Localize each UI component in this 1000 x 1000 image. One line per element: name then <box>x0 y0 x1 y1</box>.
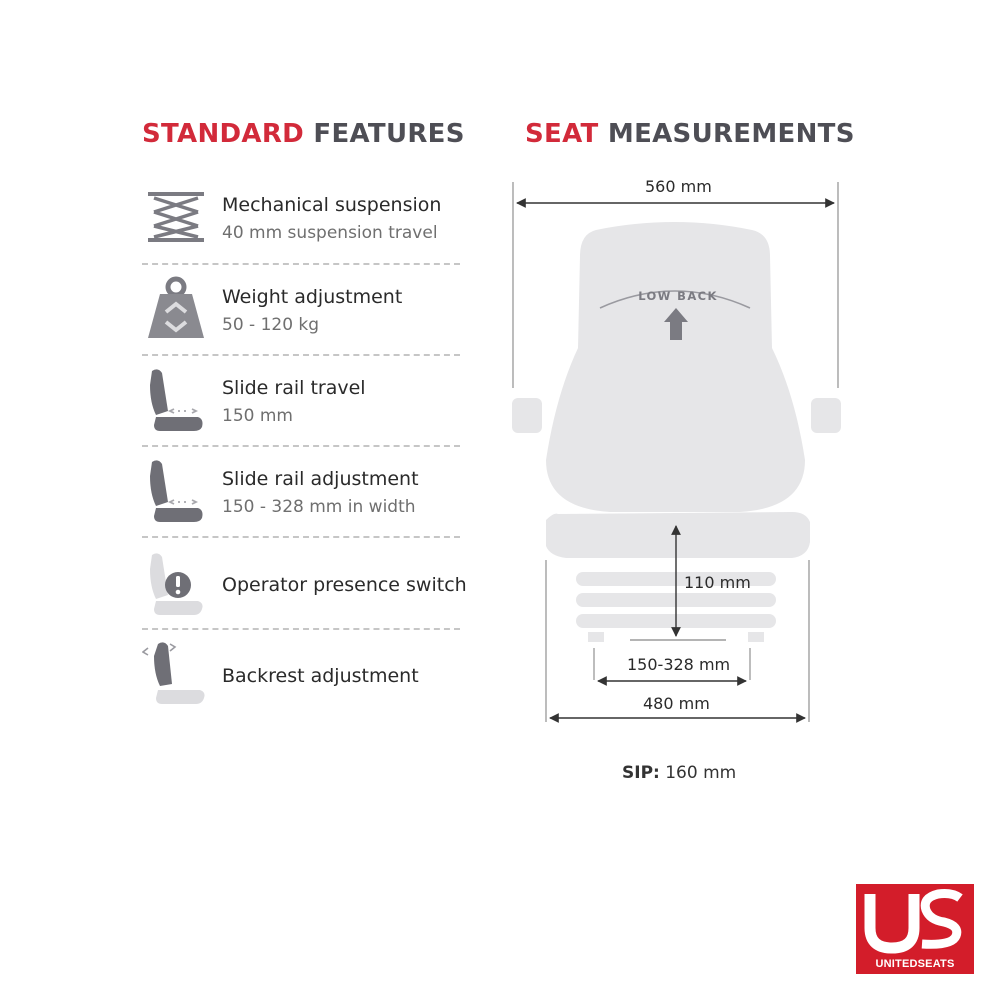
low-back-label: LOW BACK <box>638 289 718 303</box>
unitedseats-logo <box>856 884 974 974</box>
seat-measurements-heading <box>525 116 855 152</box>
heading-accent: SEAT <box>525 119 599 149</box>
seat-slide-width-icon <box>142 454 210 545</box>
feature-title: Backrest adjustment <box>222 665 419 687</box>
feature-subtitle: 40 mm suspension travel <box>222 223 438 243</box>
weight-icon <box>142 272 210 363</box>
seat-slide-icon <box>142 363 210 454</box>
divider <box>142 536 460 538</box>
rail-foot-left <box>588 632 604 642</box>
left-armrest <box>512 398 542 433</box>
feature-backrest-adjustment <box>142 636 460 727</box>
rail-width-label: 150-328 mm <box>627 655 731 674</box>
feature-subtitle: 50 - 120 kg <box>222 315 320 335</box>
feature-title: Operator presence switch <box>222 574 467 596</box>
right-armrest <box>811 398 841 433</box>
divider <box>142 354 460 356</box>
heading-rest: MEASUREMENTS <box>607 119 855 149</box>
standard-features-heading <box>142 116 465 152</box>
backrest-recline-icon <box>142 636 210 727</box>
divider <box>142 628 460 630</box>
seat-presence-switch-icon <box>142 545 210 636</box>
us-logo-mark-icon <box>856 884 974 956</box>
divider <box>142 445 460 447</box>
seat-backrest <box>546 222 805 512</box>
feature-subtitle: 150 - 328 mm in width <box>222 497 416 517</box>
sip-value: 160 mm <box>665 763 737 783</box>
scissor-lift-icon <box>142 180 210 271</box>
base-width-label: 480 mm <box>643 694 710 713</box>
feature-operator-presence-switch <box>142 545 467 636</box>
heading-rest: FEATURES <box>313 119 465 149</box>
suspension-height-label: 110 mm <box>684 573 751 592</box>
divider <box>142 263 460 265</box>
feature-subtitle: 150 mm <box>222 406 293 426</box>
feature-title: Slide rail adjustment <box>222 468 419 490</box>
feature-title: Slide rail travel <box>222 377 366 399</box>
width-total-label: 560 mm <box>645 177 712 196</box>
feature-title: Mechanical suspension <box>222 194 442 216</box>
feature-title: Weight adjustment <box>222 286 403 308</box>
logo-text: UNITEDSEATS <box>875 958 955 970</box>
feature-mechanical-suspension <box>142 180 460 271</box>
sip-label: SIP: <box>622 763 660 783</box>
feature-slide-rail-adjustment <box>142 454 460 545</box>
rail-foot-right <box>748 632 764 642</box>
feature-weight-adjustment <box>142 272 460 363</box>
feature-slide-rail-travel <box>142 363 460 454</box>
sip-info <box>622 763 736 783</box>
seat-cushion <box>546 512 810 558</box>
heading-accent: STANDARD <box>142 119 305 149</box>
